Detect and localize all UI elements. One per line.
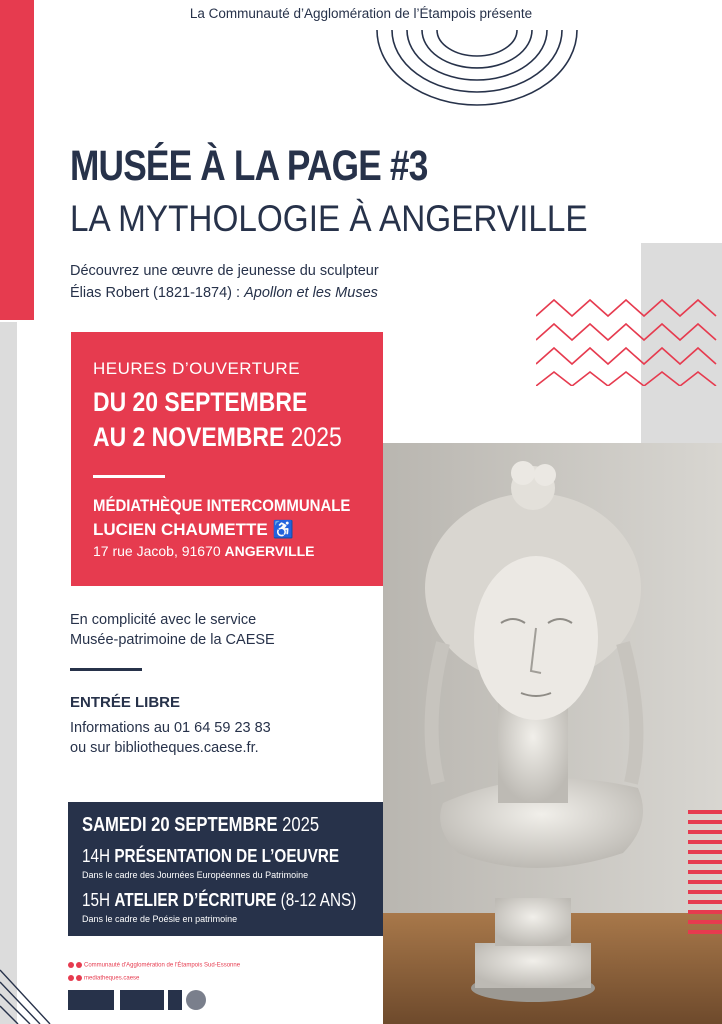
left-grey-bar <box>0 322 17 1024</box>
wheelchair-icon: ♿ <box>272 520 294 539</box>
intro-line-2 <box>70 285 378 301</box>
event-2-age: (8-12 ANS) <box>276 890 357 910</box>
sud-essonne-logo <box>120 990 164 1010</box>
event-day-date: SAMEDI 20 SEPTEMBRE <box>82 814 283 836</box>
diagonal-lines-decoration <box>0 960 60 1024</box>
sub-title: LA MYTHOLOGIE À ANGERVILLE <box>70 198 588 239</box>
address-city: ANGERVILLE <box>224 543 315 559</box>
presenter-line: La Communauté d’Agglomération de l’Étampois présente <box>189 6 533 21</box>
sculpture-photo <box>383 443 722 1024</box>
red-stripes-decoration <box>688 810 722 940</box>
event-2-time: 15H <box>82 890 115 910</box>
event-2-context: Dans le cadre de Poésie en patrimoine <box>82 914 238 924</box>
main-title: MUSÉE À LA PAGE #3 <box>70 142 428 190</box>
zigzag-decoration <box>536 286 722 386</box>
intro-line-1: Découvrez une œuvre de jeunesse du sculpteur <box>70 263 379 279</box>
instagram-icon <box>76 962 82 968</box>
intro-work-title: Apollon et les Muses <box>244 285 378 301</box>
seal-logo <box>186 990 206 1010</box>
left-red-bar <box>0 0 34 320</box>
event-1 <box>82 846 339 867</box>
dates-year: 2025 <box>290 422 342 452</box>
label-logo <box>168 990 182 1010</box>
events-panel <box>68 802 383 936</box>
info-phone: Informations au 01 64 59 23 83 <box>70 720 271 736</box>
divider <box>70 668 142 671</box>
free-entry-label: ENTRÉE LIBRE <box>70 694 181 711</box>
dates-line-2 <box>93 422 342 453</box>
social-instagram[interactable] <box>68 975 139 982</box>
intro-artist: Élias Robert (1821-1874) : <box>70 285 245 301</box>
dates-line-1: DU 20 SEPTEMBRE <box>93 387 308 417</box>
event-day <box>82 814 319 837</box>
social-facebook[interactable] <box>68 962 240 969</box>
event-1-time: 14H <box>82 846 115 866</box>
event-1-context: Dans le cadre des Journées Européennes du Patrimoine <box>82 870 309 880</box>
social-facebook-text: Communauté d'Agglomération de l'Étampois Sud-Essonne <box>84 962 241 969</box>
partner-logos <box>68 990 218 1012</box>
partner-line-1: En complicité avec le service <box>70 612 257 628</box>
partner-line-2: Musée-patrimoine de la CAESE <box>70 632 275 648</box>
address-street: 17 rue Jacob, 91670 <box>93 543 225 559</box>
venue-name-2 <box>93 520 294 540</box>
instagram-icon <box>76 975 82 981</box>
opening-hours-label: HEURES D’OUVERTURE <box>93 359 301 378</box>
info-website[interactable]: ou sur bibliotheques.caese.fr. <box>70 740 259 756</box>
divider <box>93 475 165 478</box>
facebook-icon <box>68 962 74 968</box>
dates-end: AU 2 NOVEMBRE <box>93 422 291 452</box>
facebook-icon <box>68 975 74 981</box>
venue-name-1: MÉDIATHÈQUE INTERCOMMUNALE <box>93 496 351 515</box>
concentric-arcs-decoration <box>372 30 582 110</box>
event-2-title: ATELIER D’ÉCRITURE <box>114 890 277 910</box>
event-day-year: 2025 <box>282 814 320 836</box>
agglo-logo <box>68 990 114 1010</box>
event-2 <box>82 890 356 911</box>
event-1-title: PRÉSENTATION DE L’OEUVRE <box>114 846 340 866</box>
opening-hours-panel <box>71 332 383 586</box>
social-instagram-text: mediatheques.caese <box>84 975 140 982</box>
venue-address <box>93 543 315 559</box>
venue-name-2-text: LUCIEN CHAUMETTE <box>93 520 268 539</box>
